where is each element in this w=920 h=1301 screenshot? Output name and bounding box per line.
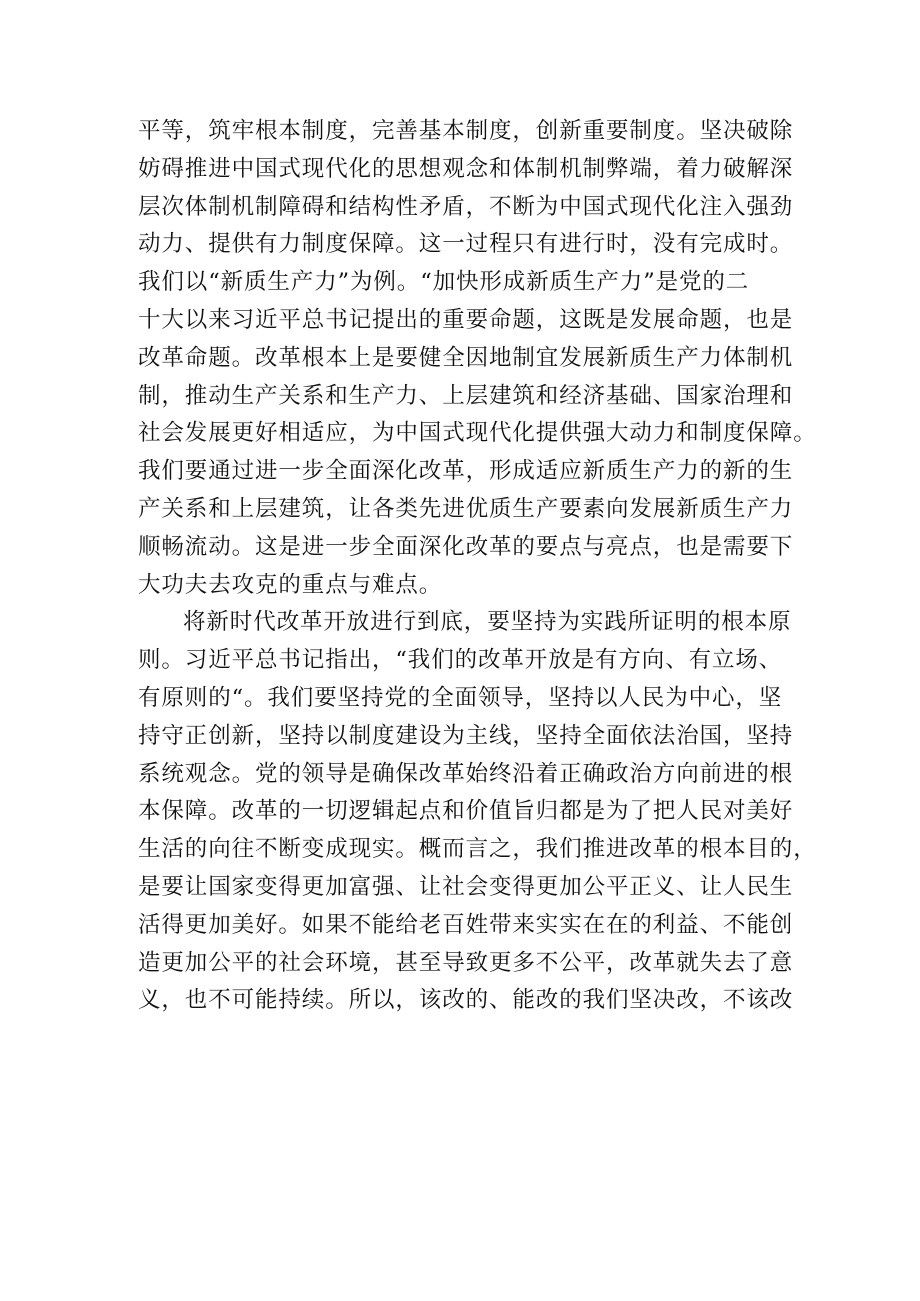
text-line: 活得更加美好。如果不能给老百姓带来实实在在的利益、不能创: [138, 911, 794, 938]
text-line: 本保障。改革的一切逻辑起点和价值旨归都是为了把人民对美好: [138, 798, 794, 825]
text-line: 是要让国家变得更加富强、让社会变得更加公平正义、让人民生: [138, 873, 794, 900]
text-line: 义，也不可能持续。所以，该改的、能改的我们坚决改，不该改: [138, 987, 794, 1014]
text-line: 制，推动生产关系和生产力、上层建筑和经济基础、国家治理和: [138, 382, 794, 409]
body-text: [138, 113, 817, 1020]
text-line: 造更加公平的社会环境，甚至导致更多不公平，改革就失去了意: [138, 949, 794, 976]
paragraph-first-line: 将新时代改革开放进行到底，要坚持为实践所证明的根本原: [183, 609, 792, 636]
text-line: 我们以“新质生产力”为例。“加快形成新质生产力”是党的二: [138, 269, 750, 296]
text-line: 系统观念。党的领导是确保改革始终沿着正确政治方向前进的根: [138, 760, 794, 787]
text-line: 层次体制机制障碍和结构性矛盾，不断为中国式现代化注入强劲: [138, 193, 794, 220]
text-line: 平等，筑牢根本制度，完善基本制度，创新重要制度。坚决破除: [138, 118, 794, 144]
text-line: 妨碍推进中国式现代化的思想观念和体制机制弊端，着力破解深: [138, 155, 794, 182]
text-line: 我们要通过进一步全面深化改革，形成适应新质生产力的新的生: [138, 458, 794, 485]
text-line: 社会发展更好相适应，为中国式现代化提供强大动力和制度保障。: [138, 420, 817, 447]
text-line: 动力、提供有力制度保障。这一过程只有进行时，没有完成时。: [138, 231, 794, 258]
text-line: 产关系和上层建筑，让各类先进优质生产要素向发展新质生产力: [138, 495, 794, 522]
text-line: 则。习近平总书记指出，“我们的改革开放是有方向、有立场、: [138, 647, 783, 674]
text-line: 改革命题。改革根本上是要健全因地制宜发展新质生产力体制机: [138, 344, 794, 371]
text-line: 持守正创新，坚持以制度建设为主线，坚持全面依法治国，坚持: [138, 722, 794, 749]
text-line: 生活的向往不断变成现实。概而言之，我们推进改革的根本目的，: [138, 836, 817, 863]
text-line: 有原则的“。我们要坚持党的全面领导，坚持以人民为中心，坚: [138, 684, 783, 711]
text-line: 顺畅流动。这是进一步全面深化改革的要点与亮点，也是需要下: [138, 533, 794, 560]
text-line: 大功夫去攻克的重点与难点。: [138, 571, 443, 598]
text-line: 十大以来习近平总书记提出的重要命题，这既是发展命题，也是: [138, 306, 794, 333]
